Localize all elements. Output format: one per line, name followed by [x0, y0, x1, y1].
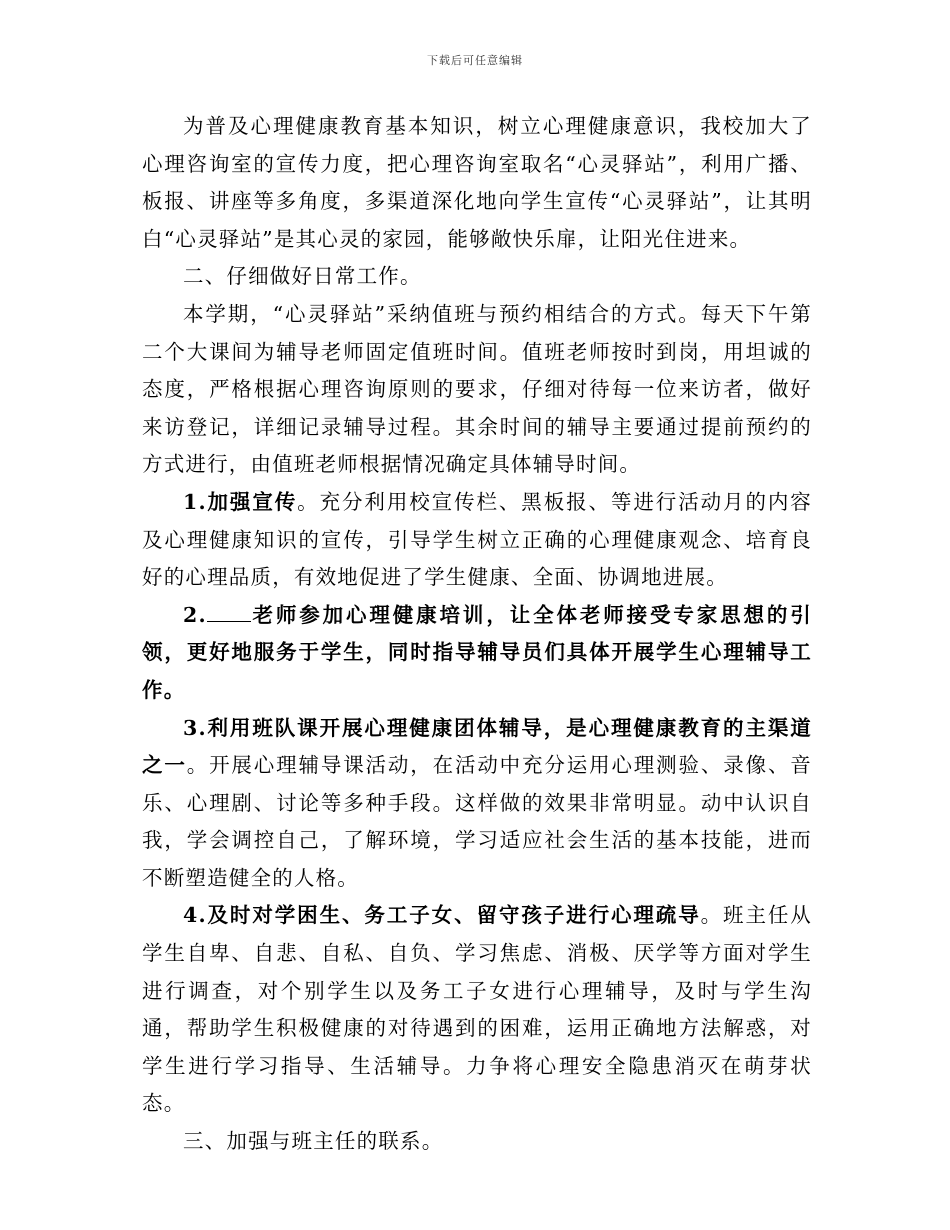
paragraph-publicity: 为普及心理健康教育基本知识，树立心理健康意识，我校加大了心理咨询室的宣传力度，把心理咨询室取名“心灵驿站”，利用广播、板报、讲座等多角度，多渠道深化地向学生宣传“心灵驿站”，让其明白“心灵驿站”是其心灵的家园，能够敞快乐扉，让阳光住进来。: [142, 114, 812, 251]
list-item-2: [142, 597, 812, 710]
list-item-2-number: 2.: [183, 602, 207, 627]
list-item-2-text: 老师参加心理健康培训，让全体老师接受专家思想的引领，更好地服务于学生，同时指导辅导员们具体开展学生心理辅导工作。: [142, 602, 812, 702]
list-item-1-title: 1.加强宣传: [183, 489, 298, 514]
list-item-1: [142, 484, 812, 597]
page-header: 下载后可任意编辑: [427, 54, 523, 67]
list-item-4-text: 。班主任从学生自卑、自悲、自私、自负、学习焦虑、消极、厌学等方面对学生进行调查，对个别学生以及务工子女进行心理辅导，及时与学生沟通，帮助学生积极健康的对待遇到的困难，运用正确地方法解惑，对学生进行学习指导、生活辅导。力争将心理安全隐患消灭在萌芽状态。: [142, 903, 812, 1116]
list-item-4: [142, 897, 812, 1123]
blank-underline: [207, 601, 251, 622]
list-item-3: [142, 710, 812, 898]
section-heading-2: 二、仔细做好日常工作。: [183, 264, 422, 289]
list-item-1-text: 。充分利用校宣传栏、黑板报、等进行活动月的内容及心理健康知识的宣传，引导学生树立正确的心理健康观念、培育良好的心理品质，有效地促进了学生健康、全面、协调地进展。: [142, 489, 812, 590]
list-item-4-title: 4.及时对学困生、务工子女、留守孩子进行心理疏导: [183, 903, 701, 928]
list-item-3-text: 。开展心理辅导课活动，在活动中充分运用心理测验、录像、音乐、心理剧、讨论等多种手段。这样做的效果非常明显。动中认识自我，学会调控自己，了解环境，学习适应社会生活的基本技能，进而不断塑造健全的人格。: [142, 753, 812, 890]
section-heading-3: 三、加强与班主任的联系。: [183, 1129, 444, 1154]
list-item-3-title: 3.利用班队课开展心理健康团体辅导，是心理健康教育的主渠道之一: [142, 715, 812, 778]
document-body: [142, 108, 812, 1161]
paragraph-daily-work: 本学期，“心灵驿站”采纳值班与预约相结合的方式。每天下午第二个大课间为辅导老师固定值班时间。值班老师按时到岗，用坦诚的态度，严格根据心理咨询原则的要求，仔细对待每一位来访者，做好来访登记，详细记录辅导过程。其余时间的辅导主要通过提前预约的方式进行，由值班老师根据情况确定具体辅导时间。: [142, 301, 812, 477]
